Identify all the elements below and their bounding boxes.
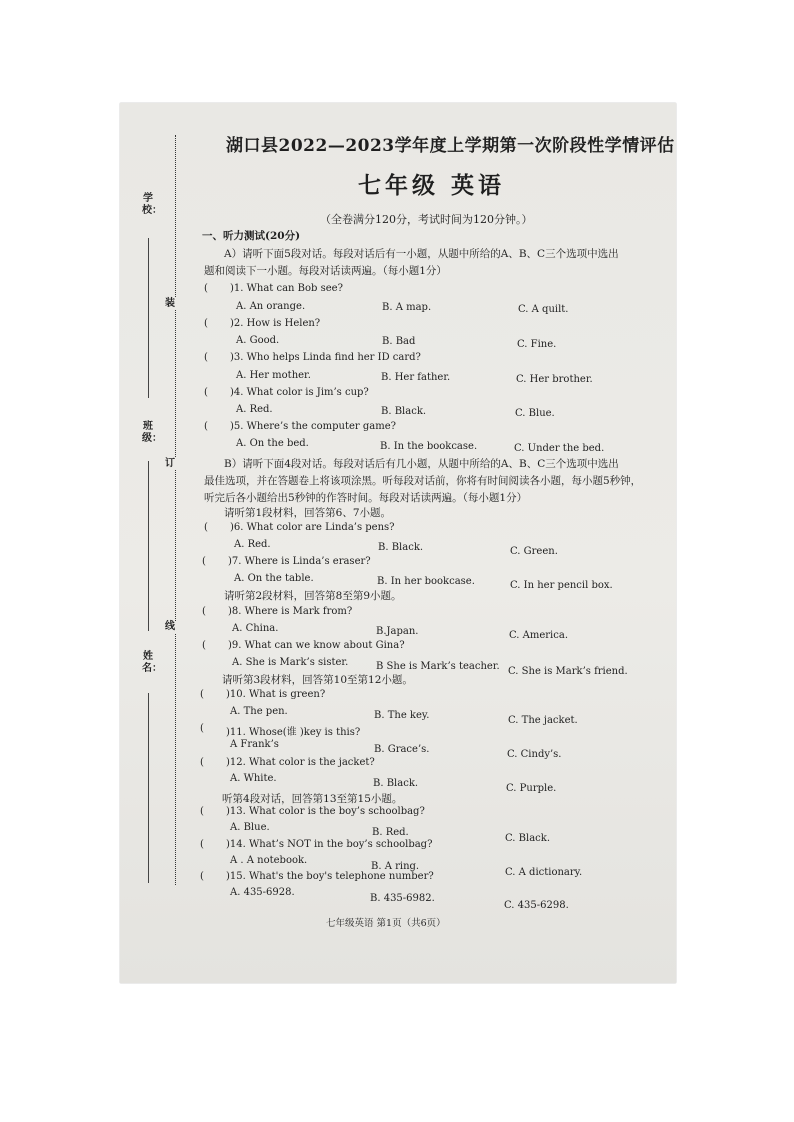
q5-option-a: A. On the bed. <box>236 438 309 449</box>
name-underline <box>148 693 149 883</box>
q2-option-a: A. Good. <box>236 335 280 346</box>
q7-option-a: A. On the table. <box>234 573 314 584</box>
q11-option-b: B. Grace’s. <box>374 744 430 755</box>
q10-option-b: B. The key. <box>374 710 430 721</box>
q9-option-a: A. She is Mark’s sister. <box>232 657 349 668</box>
q7-option-c: C. In her pencil box. <box>510 580 613 591</box>
page-footer: 七年级英语 第1页（共6页） <box>326 918 446 929</box>
answer-paren: ( <box>200 757 204 768</box>
q1-option-a: A. An orange. <box>236 301 306 312</box>
q13-option-b: B. Red. <box>372 827 409 838</box>
question-8: )8. Where is Mark from? <box>228 606 353 617</box>
question-5: )5. Where’s the computer game? <box>230 421 396 432</box>
exam-subject: 七年级 英语 <box>358 172 506 199</box>
name-label: 姓名： <box>142 651 162 674</box>
exam-note: （全卷满分120分，考试时间为120分钟。） <box>320 213 533 226</box>
q6-option-b: B. Black. <box>378 542 424 553</box>
question-1: )1. What can Bob see? <box>230 283 343 294</box>
instruction-13-15: 听第4段对话，回答第13至第15小题。 <box>222 793 403 805</box>
section-heading: 一、听力测试(20分) <box>202 230 301 242</box>
part-b-instruction-2: 最佳选项，并在答题卷上将该项涂黑。听每段对话前，你将有时间阅读各小题，每小题5秒钟， <box>204 475 642 487</box>
question-11: )11. Whose(谁 )key is this? <box>226 727 361 738</box>
q12-option-a: A. White. <box>230 773 277 784</box>
q1-option-c: C. A quilt. <box>518 304 569 315</box>
answer-paren: ( <box>202 606 206 617</box>
part-b-instruction-1: B）请听下面4段对话。每段对话后有几小题，从题中所给的A、B、C三个选项中选出 <box>224 458 619 470</box>
q14-option-a: A . A notebook. <box>230 855 308 866</box>
question-6: )6. What color are Linda’s pens? <box>230 522 395 533</box>
q13-option-a: A. Blue. <box>230 822 270 833</box>
answer-paren: ( <box>202 556 206 567</box>
q8-option-b: B.Japan. <box>376 626 419 637</box>
binding-ding: 订 <box>165 458 175 469</box>
answer-paren: ( <box>202 640 206 651</box>
q15-option-b: B. 435-6982. <box>370 893 435 904</box>
part-b-instruction-3: 听完后各小题给出5秒钟的作答时间。每段对话读两遍。（每小题1分） <box>204 492 528 504</box>
answer-paren: ( <box>200 723 204 734</box>
question-7: )7. Where is Linda’s eraser? <box>228 556 371 567</box>
q8-option-c: C. America. <box>509 630 568 641</box>
q1-option-b: B. A map. <box>382 302 432 313</box>
q5-option-c: C. Under the bed. <box>514 443 605 454</box>
q14-option-b: B. A ring. <box>371 861 420 872</box>
class-label: 班级： <box>142 421 162 444</box>
answer-paren: ( <box>200 806 204 817</box>
question-9: )9. What can we know about Gina? <box>228 640 405 651</box>
answer-paren: ( <box>204 421 208 432</box>
answer-paren: ( <box>200 839 204 850</box>
question-4: )4. What color is Jim’s cup? <box>230 387 369 398</box>
q9-option-b: B She is Mark’s teacher. <box>376 661 500 672</box>
q6-option-c: C. Green. <box>510 546 558 557</box>
question-13: )13. What color is the boy’s schoolbag? <box>226 806 425 817</box>
q3-option-c: C. Her brother. <box>516 374 593 385</box>
question-10: )10. What is green? <box>226 689 326 700</box>
q5-option-b: B. In the bookcase. <box>380 441 478 452</box>
q2-option-b: B. Bad <box>382 336 416 347</box>
q2-option-c: C. Fine. <box>517 339 557 350</box>
q15-option-a: A. 435-6928. <box>230 887 295 898</box>
q11-option-a: A Frank’s <box>230 739 279 750</box>
binding-xian: 线 <box>165 621 175 632</box>
school-underline <box>148 238 149 398</box>
answer-paren: ( <box>204 387 208 398</box>
answer-paren: ( <box>204 318 208 329</box>
q3-option-a: A. Her mother. <box>236 370 311 381</box>
instruction-10-12: 请听第3段材料，回答第10至第12小题。 <box>222 674 413 686</box>
binding-dotted-line <box>175 135 176 885</box>
instruction-8-9: 请听第2段材料，回答第8至第9小题。 <box>224 590 402 602</box>
part-a-instruction-2: 题和阅读下一小题。每段对话读两遍。（每小题1分） <box>204 265 447 277</box>
q8-option-a: A. China. <box>232 623 279 634</box>
q12-option-c: C. Purple. <box>506 783 557 794</box>
instruction-6-7: 请听第1段材料，回答第6、7小题。 <box>224 507 392 519</box>
q10-option-c: C. The jacket. <box>508 715 578 726</box>
answer-paren: ( <box>200 871 204 882</box>
q3-option-b: B. Her father. <box>381 372 451 383</box>
exam-page <box>120 103 676 983</box>
q9-option-c: C. She is Mark’s friend. <box>508 666 628 677</box>
answer-paren: ( <box>204 522 208 533</box>
q7-option-b: B. In her bookcase. <box>377 576 475 587</box>
question-15: )15. What's the boy's telephone number? <box>226 871 434 882</box>
q12-option-b: B. Black. <box>373 778 419 789</box>
answer-paren: ( <box>204 352 208 363</box>
q15-option-c: C. 435-6298. <box>504 900 569 911</box>
q13-option-c: C. Black. <box>505 833 550 844</box>
q6-option-a: A. Red. <box>234 539 271 550</box>
q14-option-c: C. A dictionary. <box>505 867 583 878</box>
question-14: )14. What’s NOT in the boy’s schoolbag? <box>226 839 433 850</box>
exam-title: 湖口县2022—2023学年度上学期第一次阶段性学情评估 <box>226 136 675 156</box>
q10-option-a: A. The pen. <box>230 706 288 717</box>
q4-option-a: A. Red. <box>236 404 273 415</box>
binding-zhuang: 装 <box>165 298 175 309</box>
question-3: )3. Who helps Linda find her ID card? <box>230 352 421 363</box>
answer-paren: ( <box>200 689 204 700</box>
question-12: )12. What color is the jacket? <box>226 757 375 768</box>
school-label: 学校： <box>142 193 162 216</box>
question-2: )2. How is Helen? <box>230 318 321 329</box>
q4-option-c: C. Blue. <box>515 408 555 419</box>
part-a-instruction-1: A）请听下面5段对话。每段对话后有一小题，从题中所给的A、B、C三个选项中选出 <box>224 248 619 260</box>
q11-option-c: C. Cindy’s. <box>507 749 562 760</box>
answer-paren: ( <box>204 283 208 294</box>
q4-option-b: B. Black. <box>381 406 427 417</box>
class-underline <box>148 461 149 631</box>
